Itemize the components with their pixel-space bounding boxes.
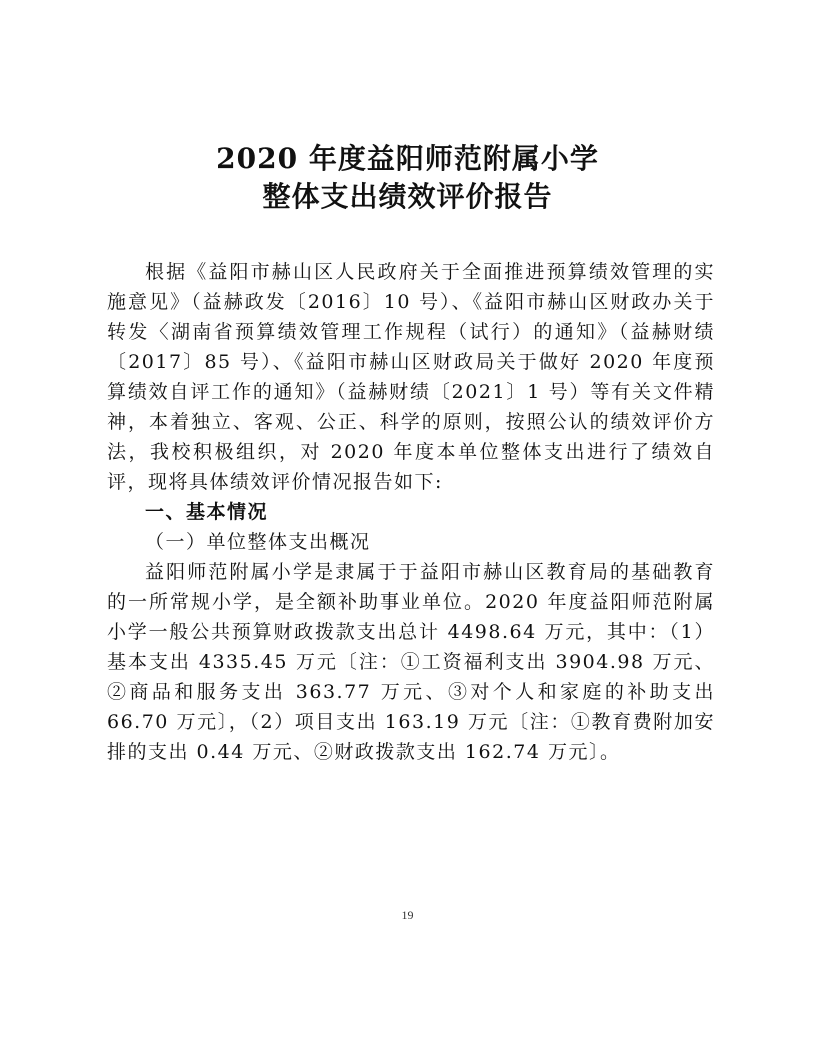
intro-paragraph: 根据《益阳市赫山区人民政府关于全面推进预算绩效管理的实施意见》（益赫政发〔2016〕10 号）、《益阳市赫山区财政办关于转发〈湖南省预算绩效管理工作规程（试行）的通知》（益赫财绩〔2017〕85 号）、《益阳市赫山区财政局关于做好 2020 年度预算绩效自评工作的通知》（益赫财绩〔2021〕1 号）等有关文件精神，本着独立、客观、公正、科学的原则，按照公认的绩效评价方法，我校积极组织，对 2020 年度本单位整体支出进行了绩效自评，现将具体绩效评价情况报告如下: bbox=[107, 261, 715, 493]
report-title bbox=[0, 140, 815, 216]
title-line-1: 2020 年度益阳师范附属小学 bbox=[216, 142, 599, 175]
page-number: 19 bbox=[401, 908, 414, 922]
section-heading-basic-info: 一、基本情况 bbox=[145, 501, 269, 523]
report-body bbox=[107, 257, 715, 767]
title-line-2: 整体支出绩效评价报告 bbox=[262, 180, 553, 213]
subsection-heading-overview: （一）单位整体支出概况 bbox=[145, 531, 371, 553]
overview-paragraph: 益阳师范附属小学是隶属于于益阳市赫山区教育局的基础教育的一所常规小学，是全额补助事业单位。2020 年度益阳师范附属小学一般公共预算财政拨款支出总计 4498.64 万元，其中：（1）基本支出 4335.45 万元〔注：①工资福利支出 3904.98 万元、②商品和服务支出 363.77 万元、③对个人和家庭的补助支出 66.70 万元〕，（2）项目支出 163.19 万元〔注：①教育费附加安排的支出 0.44 万元、②财政拨款支出 162.74 万元〕。 bbox=[107, 561, 715, 763]
